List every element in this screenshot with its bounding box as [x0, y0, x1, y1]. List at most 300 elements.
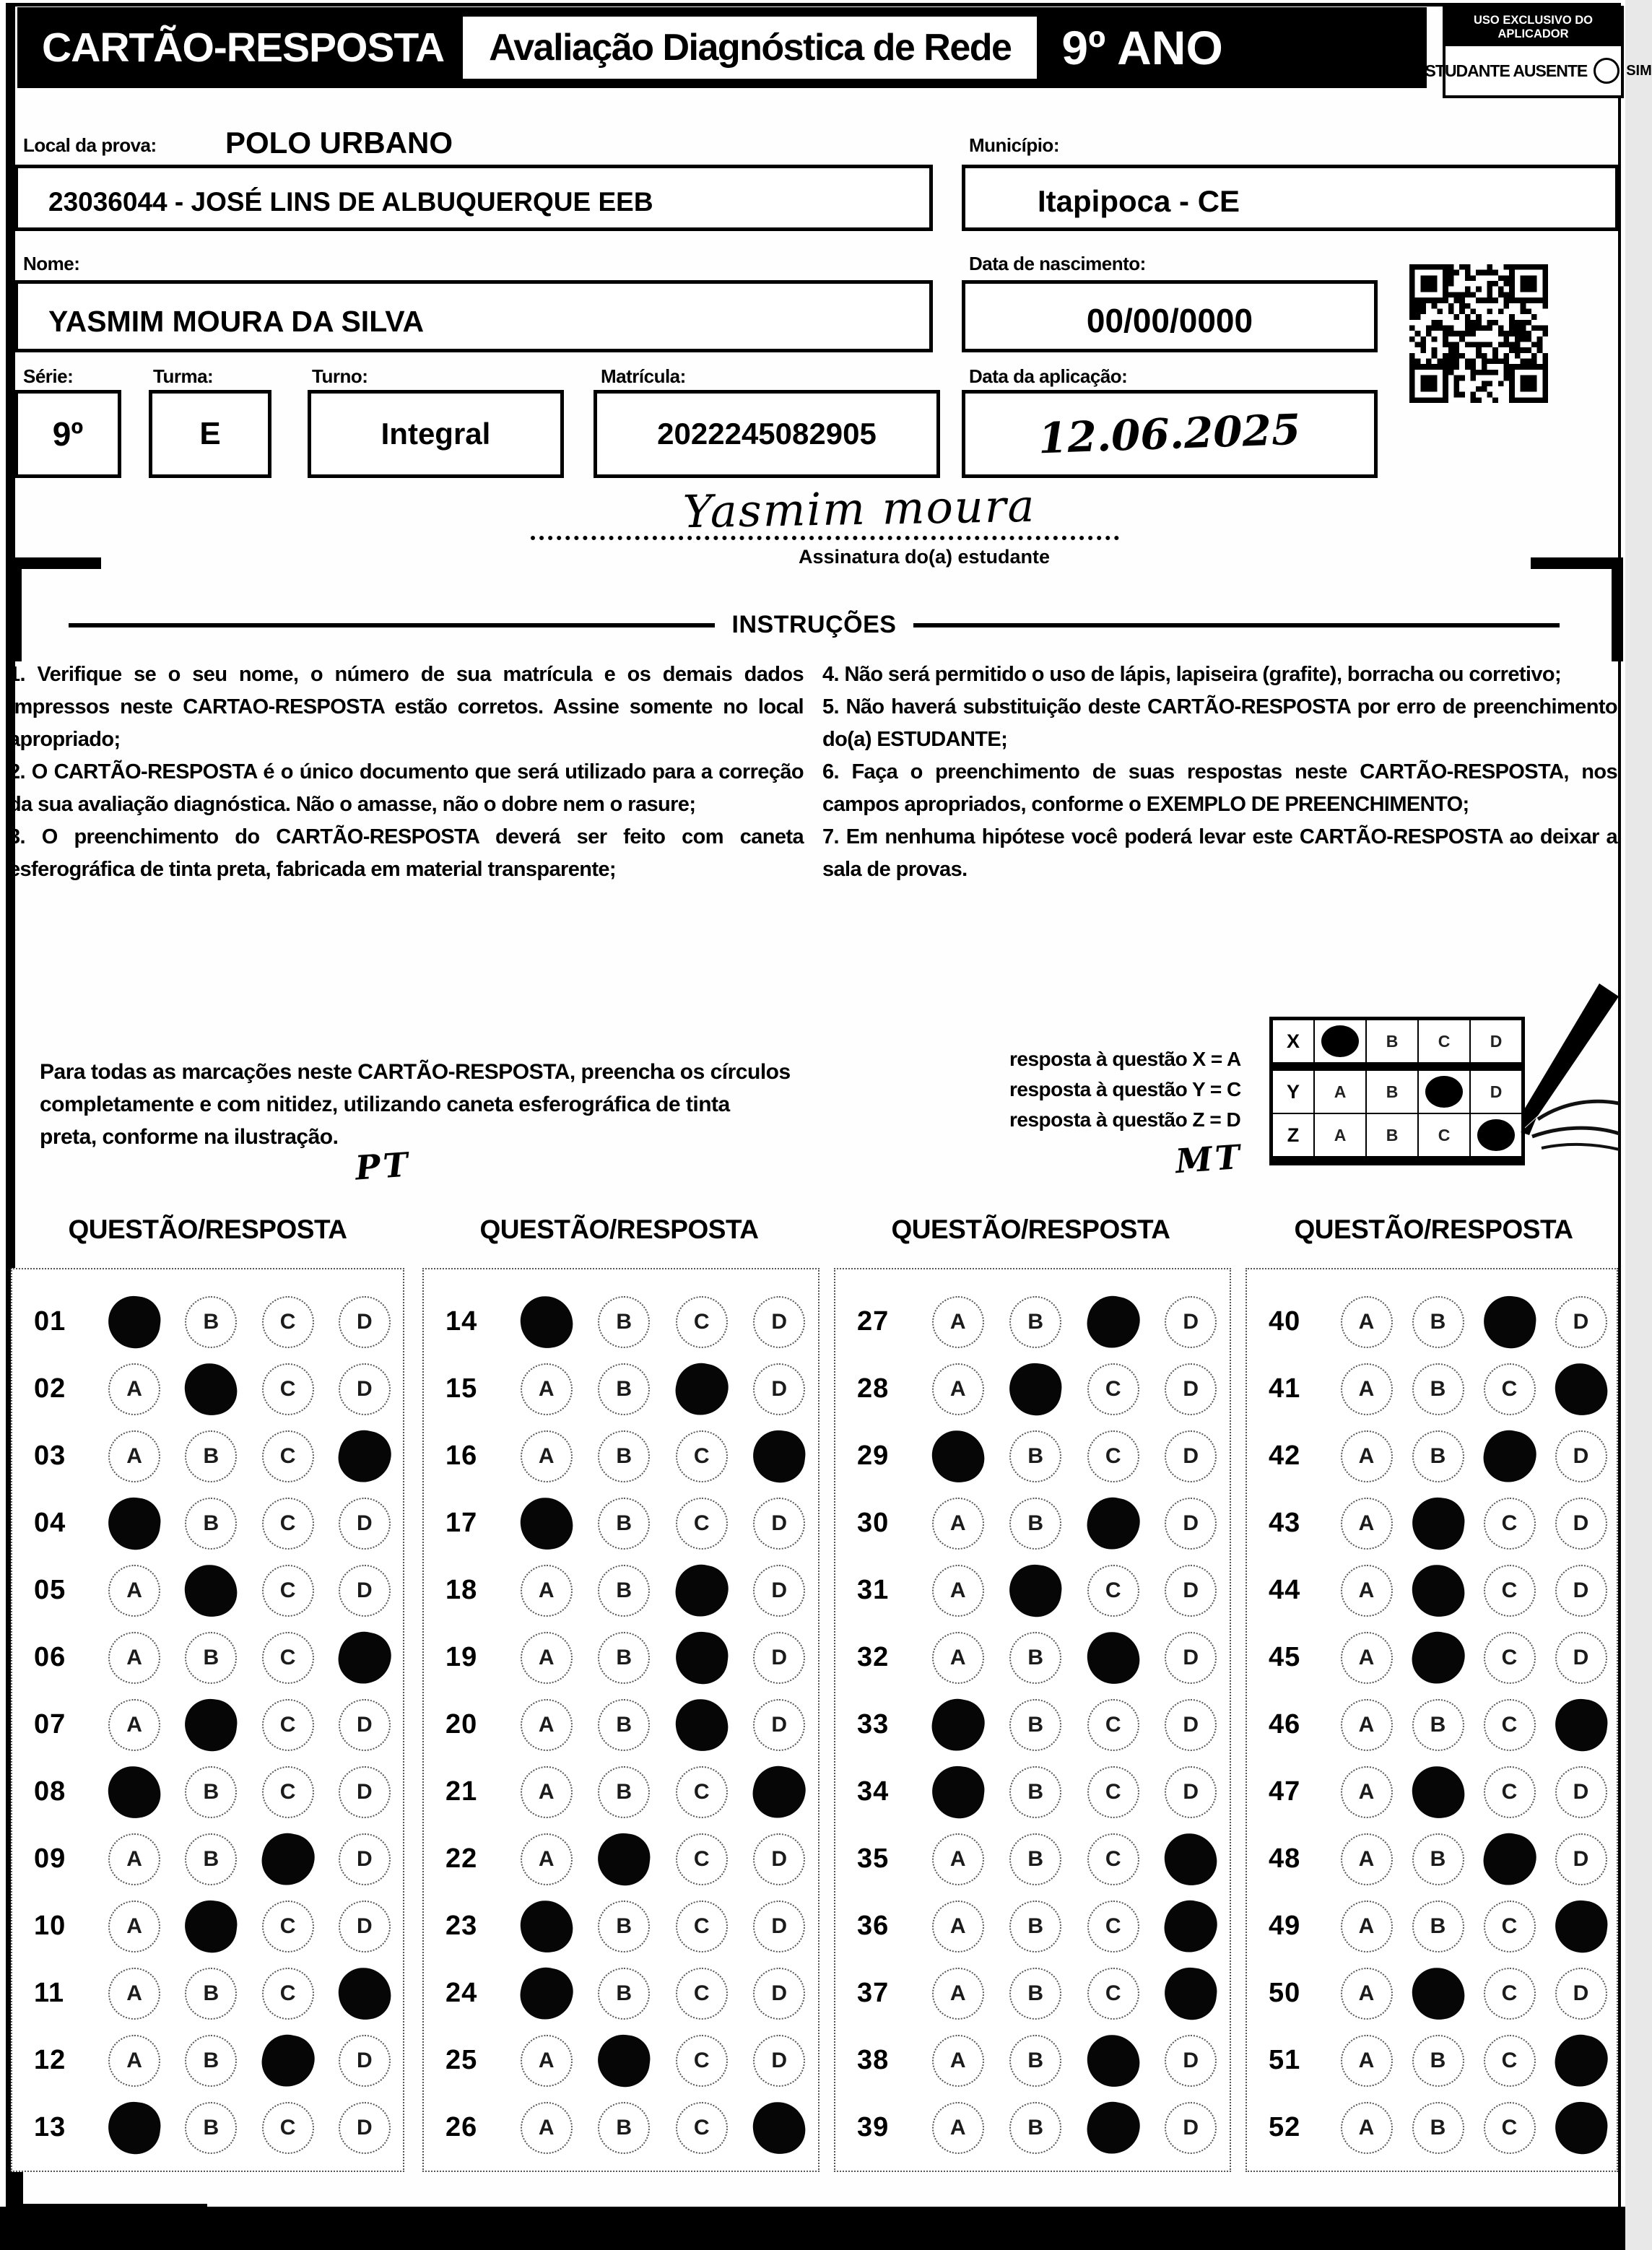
answer-bubble-filled-B — [595, 1830, 653, 1888]
bubble-cell — [1474, 1901, 1545, 1953]
answer-bubble-D: D — [1555, 1632, 1607, 1684]
bubble-cell — [1402, 1901, 1474, 1953]
nascimento-value: 00/00/0000 — [1086, 302, 1253, 339]
answer-bubble-A: A — [1341, 1766, 1393, 1818]
answer-bubble-filled-B — [183, 1562, 240, 1619]
bubble-cell — [1152, 1498, 1230, 1550]
bubble-cell — [663, 1632, 741, 1684]
answer-bubble-D: D — [753, 1632, 805, 1684]
question-number: 20 — [445, 1709, 478, 1739]
bubble-cell — [1074, 1565, 1152, 1617]
answer-bubble-filled-C — [1082, 1493, 1144, 1554]
nascimento-field — [962, 280, 1378, 352]
question-row — [835, 1825, 1230, 1893]
bubble-cell — [663, 1901, 741, 1953]
answer-bubble-A: A — [521, 1833, 573, 1885]
question-number: 15 — [445, 1373, 478, 1404]
answer-bubble-A: A — [1341, 1363, 1393, 1415]
bubble-cell — [741, 1833, 819, 1885]
instruction-item: 2. O CARTÃO-RESPOSTA é o único documento que será utilizado para a correção da sua avaliação diagnóstica. Não o amasse, não o dobre nem o rasure; — [9, 760, 804, 816]
bubble-cell — [741, 2102, 819, 2154]
question-number: 50 — [1269, 1978, 1301, 2008]
answer-bubble-A: A — [521, 1363, 573, 1415]
bubble-cell — [586, 2035, 664, 2087]
bubble-cell — [508, 1901, 586, 1953]
bubble-cell — [326, 1296, 403, 1348]
bubble-cell — [1474, 1296, 1545, 1348]
question-row — [1247, 2094, 1617, 2161]
question-row — [1247, 1557, 1617, 1624]
answer-bubble-B: B — [598, 1699, 650, 1751]
filled-mark-icon — [1477, 1119, 1515, 1151]
bubble-cell — [96, 1565, 173, 1617]
bubble-cell — [741, 1901, 819, 1953]
bubble-cell — [741, 2035, 819, 2087]
answer-bubble-D: D — [1165, 1363, 1217, 1415]
bubble-cell — [326, 1766, 403, 1818]
answer-bubble-D: D — [753, 1833, 805, 1885]
answer-bubble-B: B — [1009, 1833, 1061, 1885]
bubble-cell — [586, 1296, 664, 1348]
bubble-cell — [997, 1565, 1075, 1617]
answer-bubble-C: C — [676, 1833, 728, 1885]
question-row — [12, 1691, 403, 1758]
answer-bubble-A: A — [932, 1296, 984, 1348]
bubble-cell — [919, 1699, 997, 1751]
answer-bubble-B: B — [1412, 1699, 1464, 1751]
corner-mark-left — [10, 557, 101, 661]
nome-label: Nome: — [23, 253, 80, 274]
bubble-cell — [663, 1699, 741, 1751]
answer-bubble-B: B — [185, 1498, 237, 1550]
answer-bubble-filled-C — [1082, 1291, 1144, 1352]
bubble-cell — [508, 1430, 586, 1482]
answer-bubble-C: C — [1484, 2102, 1536, 2154]
question-number: 02 — [34, 1373, 66, 1404]
bubble-cell — [997, 1430, 1075, 1482]
answer-bubble-C: C — [1484, 1901, 1536, 1953]
answer-bubble-A: A — [521, 1632, 573, 1684]
answer-bubble-A: A — [932, 2102, 984, 2154]
bubble-cell — [1474, 1968, 1545, 2020]
bubble-cell — [250, 1833, 326, 1885]
question-number: 49 — [1269, 1911, 1301, 1941]
question-number: 31 — [857, 1575, 890, 1605]
answer-bubble-A: A — [521, 1565, 573, 1617]
answer-bubble-filled-C — [673, 1628, 731, 1686]
matricula-field — [594, 390, 940, 478]
bubble-cell — [508, 1498, 586, 1550]
bubble-cell — [96, 1363, 173, 1415]
question-row — [12, 1557, 403, 1624]
answer-bubble-filled-A — [105, 2098, 163, 2156]
answer-bubble-D: D — [1165, 1632, 1217, 1684]
question-number: 13 — [34, 2112, 66, 2142]
question-row — [1247, 1624, 1617, 1691]
bubble-cell — [1402, 1699, 1474, 1751]
answer-bubble-A: A — [932, 1363, 984, 1415]
answer-bubble-B: B — [1412, 1363, 1464, 1415]
question-number: 25 — [445, 2045, 478, 2075]
answer-bubble-filled-D — [749, 1761, 810, 1823]
answer-bubble-D: D — [339, 1766, 391, 1818]
bubble-cell — [1545, 1296, 1617, 1348]
nome-field — [14, 280, 933, 352]
question-number: 08 — [34, 1776, 66, 1807]
bubble-cell — [1331, 1430, 1402, 1482]
answer-bubble-D: D — [1555, 1296, 1607, 1348]
local-da-prova-value: POLO URBANO — [225, 126, 453, 160]
bubble-cell — [173, 2102, 249, 2154]
bubble-cell — [326, 1565, 403, 1617]
question-row — [424, 1422, 818, 1490]
bubble-cell — [1474, 1430, 1545, 1482]
bubble-cell — [1152, 1901, 1230, 1953]
turma-value: E — [199, 416, 221, 451]
answer-bubble-filled-A — [518, 1898, 575, 1955]
bubble-cell — [1402, 1632, 1474, 1684]
answer-bubble-C: C — [1087, 1430, 1139, 1482]
answer-bubble-filled-B — [595, 2031, 653, 2089]
question-row — [835, 1490, 1230, 1557]
bubble-cell — [173, 1498, 249, 1550]
question-row — [424, 1960, 818, 2027]
answer-bubble-B: B — [1009, 1498, 1061, 1550]
bubble-cell — [919, 1363, 997, 1415]
answer-bubble-C: C — [262, 1363, 314, 1415]
bubble-cell — [1474, 1632, 1545, 1684]
answer-bubble-D: D — [753, 1296, 805, 1348]
bubble-cell — [1152, 1430, 1230, 1482]
answer-bubble-C: C — [676, 2102, 728, 2154]
answer-bubble-A: A — [1341, 1968, 1393, 2020]
answer-bubble-D: D — [1555, 1766, 1607, 1818]
question-number: 14 — [445, 1306, 478, 1337]
answer-bubble-filled-C — [671, 1560, 732, 1621]
matricula-label: Matrícula: — [601, 365, 686, 387]
answer-bubble-A: A — [108, 1632, 160, 1684]
answer-bubble-filled-A — [106, 1763, 163, 1820]
bubble-cell — [1545, 1766, 1617, 1818]
answer-bubble-A: A — [1341, 1833, 1393, 1885]
answer-bubble-C: C — [676, 1901, 728, 1953]
example-row — [1272, 1020, 1522, 1070]
answer-bubble-filled-D — [334, 1627, 395, 1688]
question-row — [424, 1557, 818, 1624]
answer-bubble-C: C — [676, 2035, 728, 2087]
grade-label: 9º ANO — [1061, 21, 1223, 74]
bubble-cell — [1545, 1833, 1617, 1885]
bubble-cell — [919, 1766, 997, 1818]
handwritten-note-pt: PT — [354, 1144, 412, 1188]
answer-bubble-A: A — [1341, 2102, 1393, 2154]
answer-bubble-B: B — [1412, 1296, 1464, 1348]
bubble-cell — [326, 1968, 403, 2020]
answer-bubble-B: B — [1412, 2102, 1464, 2154]
bubble-cell — [1331, 1632, 1402, 1684]
answer-bubble-D: D — [1165, 1498, 1217, 1550]
absent-bubble-icon — [1594, 58, 1620, 84]
bubble-cell — [663, 2035, 741, 2087]
municipio-value: Itapipoca - CE — [1038, 184, 1240, 218]
answer-bubble-A: A — [932, 1833, 984, 1885]
signature-handwritten: Yasmim moura — [682, 479, 1036, 539]
bubble-cell — [1152, 2102, 1230, 2154]
answer-bubble-filled-B — [1409, 1494, 1466, 1552]
question-number: 44 — [1269, 1575, 1301, 1605]
question-row — [12, 1825, 403, 1893]
bubble-cell — [1474, 1699, 1545, 1751]
answer-bubble-A: A — [521, 1766, 573, 1818]
answer-bubble-filled-D — [1160, 1895, 1222, 1957]
bubble-cell — [508, 1968, 586, 2020]
bubble-cell — [1152, 1968, 1230, 2020]
answer-bubble-A: A — [521, 1430, 573, 1482]
answer-bubble-D: D — [1165, 1766, 1217, 1818]
instruction-item: 6. Faça o preenchimento de suas respostas neste CARTÃO-RESPOSTA, nos campos apropriados, conforme o EXEMPLO DE PREENCHIMENTO; — [822, 760, 1617, 816]
serie-value: 9º — [52, 415, 84, 453]
bubble-cell — [919, 1632, 997, 1684]
instructions-right-column — [822, 659, 1617, 886]
bubble-cell — [1402, 1430, 1474, 1482]
answer-bubble-D: D — [753, 1363, 805, 1415]
question-number: 06 — [34, 1642, 66, 1672]
question-number: 33 — [857, 1709, 890, 1739]
rule-left — [69, 623, 715, 627]
bubble-cell — [1331, 1833, 1402, 1885]
filled-mark-icon — [1321, 1025, 1359, 1057]
bubble-cell — [1545, 1565, 1617, 1617]
answer-bubble-D: D — [339, 1498, 391, 1550]
answer-bubble-A: A — [108, 1565, 160, 1617]
question-number: 05 — [34, 1575, 66, 1605]
answer-bubble-D: D — [1165, 1565, 1217, 1617]
answer-bubble-A: A — [1341, 1430, 1393, 1482]
school-field — [14, 165, 933, 231]
bubble-cell — [586, 1565, 664, 1617]
bubble-cell — [96, 2102, 173, 2154]
answer-bubble-D: D — [339, 2035, 391, 2087]
answer-column-3 — [834, 1268, 1231, 2172]
answer-bubble-filled-D — [334, 1425, 395, 1487]
bubble-cell — [326, 2035, 403, 2087]
example-option: D — [1470, 1070, 1522, 1113]
bubble-cell — [96, 1833, 173, 1885]
bubble-cell — [1152, 1632, 1230, 1684]
bubble-cell — [508, 1296, 586, 1348]
bubble-cell — [1402, 2102, 1474, 2154]
bubble-cell — [508, 1565, 586, 1617]
question-number: 24 — [445, 1978, 478, 2008]
answer-bubble-A: A — [932, 1498, 984, 1550]
bubble-cell — [250, 1363, 326, 1415]
answer-bubble-C: C — [1484, 1699, 1536, 1751]
bubble-cell — [173, 1363, 249, 1415]
question-row — [12, 1288, 403, 1355]
answer-bubble-A: A — [1341, 1565, 1393, 1617]
answer-bubble-C: C — [1484, 1565, 1536, 1617]
question-row — [835, 1288, 1230, 1355]
bubble-cell — [1545, 1430, 1617, 1482]
example-option: C — [1418, 1113, 1470, 1157]
bubble-cell — [326, 1833, 403, 1885]
bubble-cell — [250, 1565, 326, 1617]
bubble-cell — [1152, 1363, 1230, 1415]
answer-bubble-C: C — [1484, 2035, 1536, 2087]
answer-bubble-B: B — [598, 1498, 650, 1550]
answer-bubble-B: B — [1009, 1699, 1061, 1751]
bubble-cell — [997, 1296, 1075, 1348]
bubble-cell — [919, 1498, 997, 1550]
answer-bubble-B: B — [598, 1968, 650, 2020]
question-row — [12, 2027, 403, 2094]
answer-bubble-A: A — [108, 1699, 160, 1751]
answer-bubble-filled-B — [1007, 1360, 1064, 1417]
answer-bubble-C: C — [1087, 1766, 1139, 1818]
answer-bubble-filled-B — [183, 1360, 240, 1417]
bubble-cell — [1074, 1632, 1152, 1684]
bubble-cell — [326, 1699, 403, 1751]
bubble-cell — [173, 1565, 249, 1617]
answer-bubble-D: D — [753, 1565, 805, 1617]
question-number: 27 — [857, 1306, 890, 1337]
bubble-cell — [919, 1833, 997, 1885]
question-number: 01 — [34, 1306, 66, 1337]
turma-field — [149, 390, 271, 478]
bubble-cell — [250, 1296, 326, 1348]
bubble-cell — [1152, 1699, 1230, 1751]
corner-mark-right — [1531, 557, 1623, 661]
answer-bubble-A: A — [1341, 1901, 1393, 1953]
answer-bubble-D: D — [339, 1565, 391, 1617]
answer-bubble-C: C — [1087, 1901, 1139, 1953]
bubble-cell — [173, 2035, 249, 2087]
example-legend-line: resposta à questão Y = C — [1009, 1078, 1241, 1100]
answer-bubble-filled-B — [1409, 1562, 1466, 1619]
answer-bubble-A: A — [1341, 1699, 1393, 1751]
answer-bubble-B: B — [1412, 1833, 1464, 1885]
bubble-cell — [326, 1901, 403, 1953]
handwritten-note-mt: MT — [1174, 1137, 1244, 1181]
example-row-label: Y — [1272, 1070, 1314, 1113]
answer-bubble-B: B — [185, 1833, 237, 1885]
bubble-cell — [326, 2102, 403, 2154]
answer-bubble-B: B — [185, 2102, 237, 2154]
question-row — [424, 2094, 818, 2161]
answer-bubble-filled-D — [1162, 1830, 1220, 1888]
bubble-cell — [96, 1766, 173, 1818]
bubble-cell — [741, 1498, 819, 1550]
bubble-cell — [663, 1968, 741, 2020]
bubble-cell — [96, 1968, 173, 2020]
bubble-cell — [250, 1699, 326, 1751]
answer-bubble-B: B — [598, 1766, 650, 1818]
answer-bubble-A: A — [932, 1565, 984, 1617]
answer-bubble-A: A — [521, 2102, 573, 2154]
answer-bubble-filled-C — [1082, 2097, 1144, 2158]
answer-bubble-B: B — [185, 1296, 237, 1348]
municipio-field — [962, 165, 1619, 231]
answer-bubble-B: B — [185, 1766, 237, 1818]
question-column-header-4: QUESTÃO/RESPOSTA — [1294, 1215, 1573, 1244]
bubble-cell — [1074, 1363, 1152, 1415]
header-bar — [17, 7, 1427, 88]
bubble-cell — [96, 1901, 173, 1953]
answer-bubble-B: B — [1009, 1968, 1061, 2020]
bubble-cell — [1545, 1901, 1617, 1953]
bubble-cell — [173, 1968, 249, 2020]
question-number: 35 — [857, 1843, 890, 1874]
bubble-cell — [741, 1430, 819, 1482]
bubble-cell — [997, 1901, 1075, 1953]
bubble-cell — [1474, 1766, 1545, 1818]
answer-bubble-C: C — [676, 1296, 728, 1348]
bubble-cell — [1402, 2035, 1474, 2087]
answer-bubble-C: C — [1484, 1632, 1536, 1684]
answer-bubble-filled-B — [1407, 1627, 1469, 1688]
answer-bubble-D: D — [339, 1363, 391, 1415]
bubble-cell — [1074, 1968, 1152, 2020]
bubble-cell — [1331, 1296, 1402, 1348]
answer-bubble-C: C — [1484, 1498, 1536, 1550]
answer-bubble-filled-A — [105, 1494, 163, 1552]
bubble-cell — [663, 1833, 741, 1885]
answer-bubble-B: B — [1412, 1901, 1464, 1953]
answer-bubble-filled-B — [1007, 1561, 1064, 1619]
answer-bubble-A: A — [521, 1699, 573, 1751]
question-number: 46 — [1269, 1709, 1301, 1739]
bubble-cell — [1152, 1766, 1230, 1818]
answer-bubble-B: B — [598, 1363, 650, 1415]
example-filled-bubble — [1470, 1113, 1522, 1157]
bubble-cell — [997, 1766, 1075, 1818]
question-column-header-1: QUESTÃO/RESPOSTA — [68, 1215, 347, 1244]
bubble-cell — [919, 2035, 997, 2087]
bubble-cell — [250, 1430, 326, 1482]
question-row — [424, 1691, 818, 1758]
answer-bubble-filled-C — [257, 2030, 318, 2091]
question-row — [1247, 1288, 1617, 1355]
bubble-cell — [250, 1766, 326, 1818]
question-row — [424, 1758, 818, 1825]
answer-bubble-D: D — [1165, 2035, 1217, 2087]
answer-column-2 — [422, 1268, 820, 2172]
bubble-cell — [586, 1901, 664, 1953]
bubble-cell — [1331, 1565, 1402, 1617]
question-row — [835, 1355, 1230, 1422]
question-row — [835, 1893, 1230, 1960]
answer-bubble-filled-B — [182, 1897, 240, 1955]
filled-mark-icon — [1425, 1076, 1463, 1108]
answer-bubble-filled-D — [336, 1965, 393, 2022]
answer-bubble-filled-D — [1552, 1360, 1609, 1417]
bubble-cell — [1331, 1901, 1402, 1953]
answer-bubble-C: C — [1087, 1565, 1139, 1617]
question-row — [1247, 1355, 1617, 1422]
answer-bubble-D: D — [753, 1901, 805, 1953]
bubble-cell — [1331, 2102, 1402, 2154]
bubble-cell — [1545, 1498, 1617, 1550]
bubble-cell — [173, 1632, 249, 1684]
bubble-cell — [1331, 2035, 1402, 2087]
example-option: C — [1418, 1020, 1470, 1063]
answer-bubble-B: B — [598, 1632, 650, 1684]
answer-bubble-A: A — [108, 1833, 160, 1885]
question-row — [12, 2094, 403, 2161]
bubble-cell — [997, 1699, 1075, 1751]
answer-bubble-filled-B — [1409, 1965, 1466, 2022]
question-number: 42 — [1269, 1441, 1301, 1471]
